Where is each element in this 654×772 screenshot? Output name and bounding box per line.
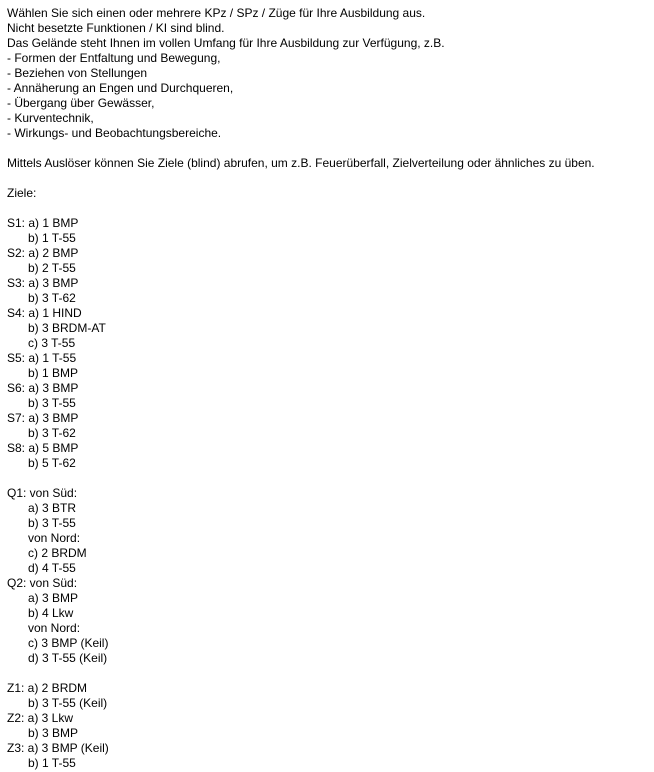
target-line: Q2: von Süd: — [7, 576, 78, 590]
bullet-item: - Übergang über Gewässer, — [7, 96, 155, 110]
target-line: b) 2 T-55 — [28, 261, 76, 275]
target-line: Z2: a) 3 Lkw — [7, 711, 74, 725]
target-line: Z3: a) 3 BMP (Keil) — [7, 741, 109, 755]
target-line: a) 3 BMP — [28, 591, 79, 605]
target-line: a) 3 BTR — [28, 501, 77, 515]
target-line: b) 3 T-62 — [28, 426, 76, 440]
target-line: b) 3 T-55 — [28, 396, 76, 410]
target-line: b) 5 T-62 — [28, 456, 76, 470]
spacer — [7, 666, 647, 681]
target-line: d) 3 T-55 (Keil) — [28, 651, 108, 665]
target-line: S8: a) 5 BMP — [7, 441, 79, 455]
target-line: b) 3 T-55 — [28, 516, 76, 530]
target-line: c) 3 BMP (Keil) — [28, 636, 109, 650]
target-line: c) 3 T-55 — [28, 336, 76, 350]
target-line: Q1: von Süd: — [7, 486, 78, 500]
bullet-item: - Beziehen von Stellungen — [7, 66, 148, 80]
target-line: b) 4 Lkw — [28, 606, 74, 620]
target-line: von Nord: — [28, 531, 81, 545]
target-line: b) 3 BRDM-AT — [28, 321, 106, 335]
bullet-item: - Wirkungs- und Beobachtungsbereiche. — [7, 126, 222, 140]
trigger-text: Mittels Auslöser können Sie Ziele (blind) abrufen, um z.B. Feuerüberfall, Zielverteilung oder ähnliches zu üben. — [7, 156, 595, 170]
target-line: d) 4 T-55 — [28, 561, 76, 575]
target-line: b) 1 T-55 — [28, 231, 76, 245]
spacer — [7, 471, 647, 486]
target-line: von Nord: — [28, 621, 81, 635]
target-line: S7: a) 3 BMP — [7, 411, 79, 425]
spacer — [7, 171, 647, 186]
target-line: S3: a) 3 BMP — [7, 276, 79, 290]
target-line: S4: a) 1 HIND — [7, 306, 82, 320]
bullet-item: - Annäherung an Engen und Durchqueren, — [7, 81, 234, 95]
targets-heading: Ziele: — [7, 186, 37, 200]
target-line: S6: a) 3 BMP — [7, 381, 79, 395]
bullet-item: - Formen der Entfaltung und Bewegung, — [7, 51, 221, 65]
target-line: b) 3 BMP — [28, 726, 79, 740]
spacer — [7, 201, 647, 216]
target-line: Z1: a) 2 BRDM — [7, 681, 88, 695]
intro-line-3: Das Gelände steht Ihnen im vollen Umfang für Ihre Ausbildung zur Verfügung, z.B. — [7, 36, 445, 50]
target-line: b) 3 T-55 (Keil) — [28, 696, 108, 710]
document-body — [7, 6, 647, 771]
target-line: S1: a) 1 BMP — [7, 216, 79, 230]
intro-line-1: Wählen Sie sich einen oder mehrere KPz / SPz / Züge für Ihre Ausbildung aus. — [7, 6, 426, 20]
bullet-item: - Kurventechnik, — [7, 111, 94, 125]
intro-line-2: Nicht besetzte Funktionen / KI sind blind. — [7, 21, 225, 35]
target-line: b) 3 T-62 — [28, 291, 76, 305]
target-line: b) 1 BMP — [28, 366, 79, 380]
target-line: S2: a) 2 BMP — [7, 246, 79, 260]
target-line: c) 2 BRDM — [28, 546, 87, 560]
target-line: S5: a) 1 T-55 — [7, 351, 77, 365]
spacer — [7, 141, 647, 156]
target-line: b) 1 T-55 — [28, 756, 76, 770]
